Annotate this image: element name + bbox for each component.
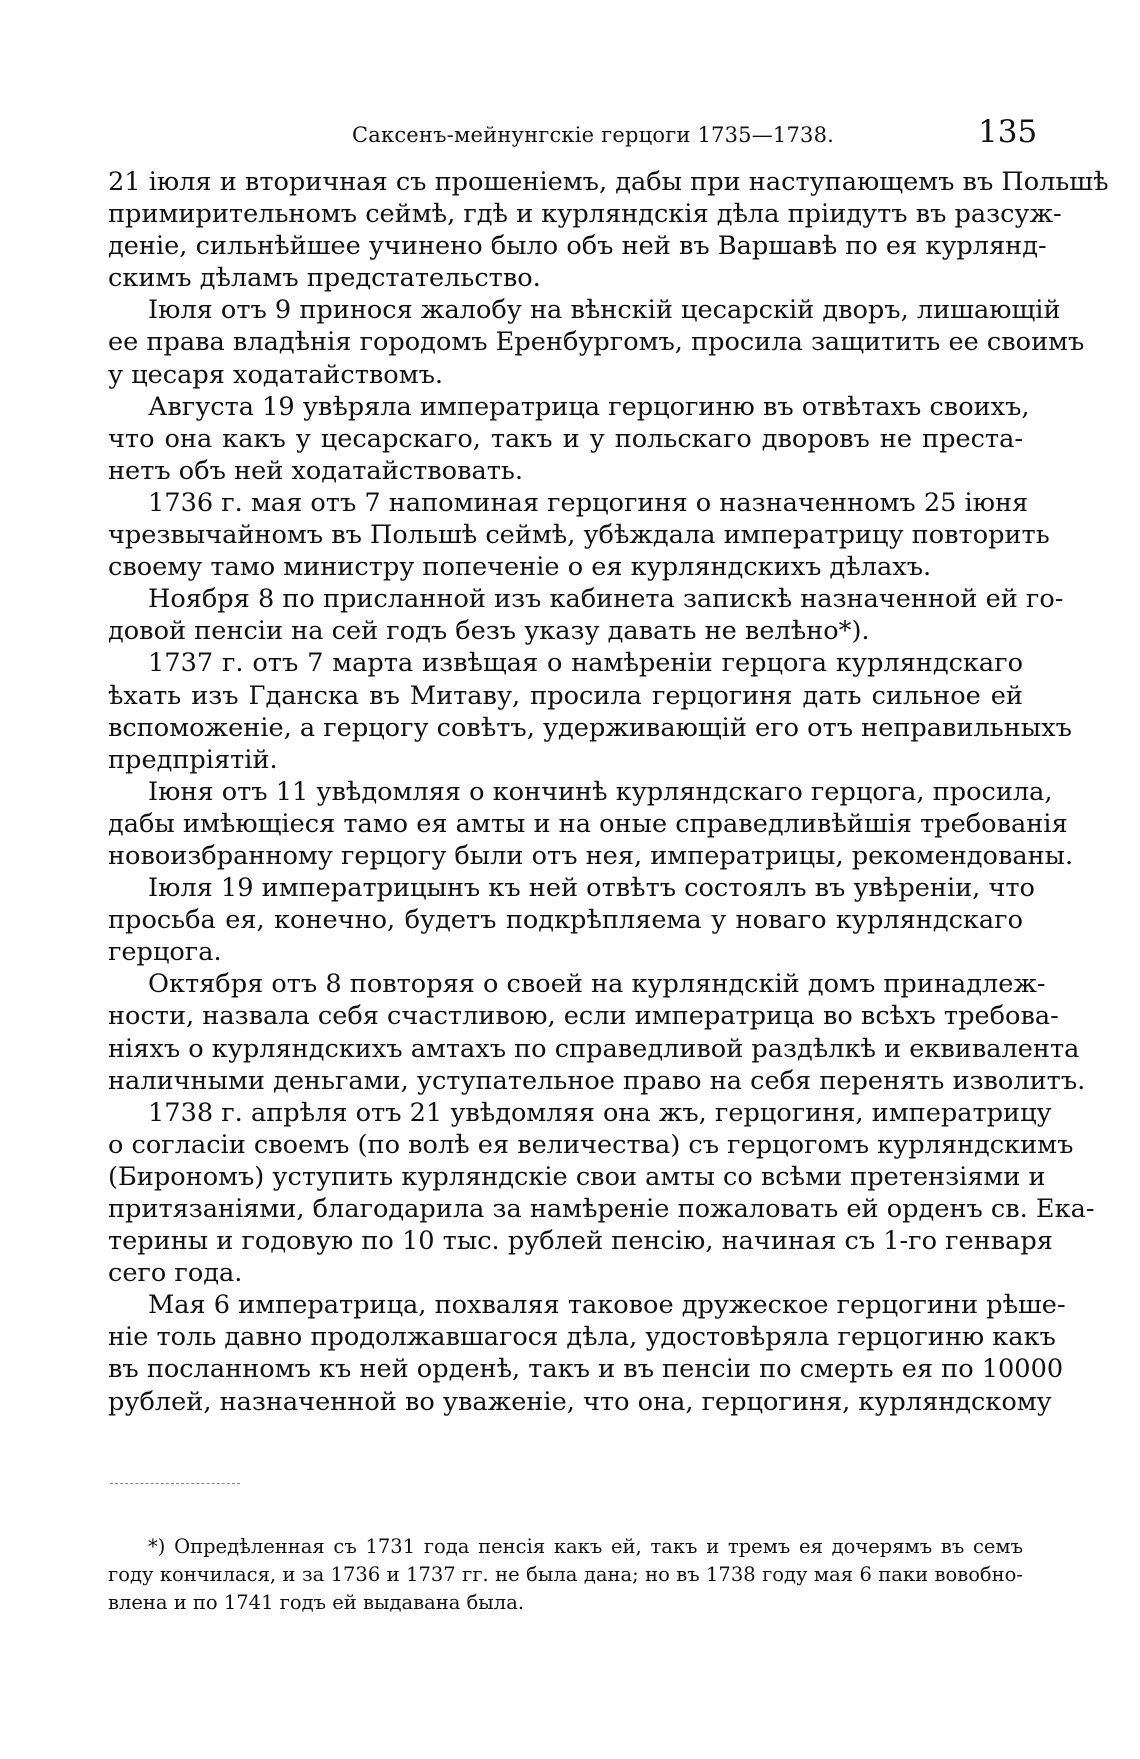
text-line: примирительномъ сеймѣ, гдѣ и курляндскія дѣла пріидутъ въ разсуж-: [108, 199, 1062, 230]
text-line: довой пенсіи на сей годъ безъ указу давать не велѣно*).: [108, 616, 870, 647]
page-number: 135: [978, 114, 1038, 150]
text-line: герцога.: [108, 937, 222, 968]
text-line: о согласіи своемъ (по волѣ ея величества) съ герцогомъ курляндскимъ: [108, 1129, 1074, 1160]
running-head: Саксенъ-мейнунгскіе герцоги 1735—1738.: [352, 123, 835, 147]
text-line: ности, назвала себя счастливою, если императрица во всѣхъ требова-: [108, 1001, 1059, 1032]
text-line: притязаніями, благодарила за намѣреніе пожаловать ей орденъ св. Ека-: [108, 1194, 1095, 1224]
text-line: Октября отъ 8 повторяя о своей на курляндскій домъ принадлеж-: [148, 969, 1046, 1000]
text-line: у цесаря ходатайствомъ.: [108, 359, 444, 390]
text-line: нетъ объ ней ходатайствовать.: [108, 455, 523, 486]
text-line: Іюля 19 императрицынъ къ ней отвѣтъ состоялъ въ увѣреніи, что: [148, 873, 1035, 904]
text-line: 1737 г. отъ 7 марта извѣщая о намѣреніи герцога курляндскаго: [148, 648, 1023, 679]
text-line: наличными деньгами, уступательное право на себя перенять изволитъ.: [108, 1065, 1086, 1096]
text-line: предпріятій.: [108, 744, 278, 775]
text-line: скимъ дѣламъ предстательство.: [108, 263, 541, 294]
body-text: [108, 166, 1109, 1418]
text-line: Мая 6 императрица, похваляя таковое дружеское герцогини рѣше-: [148, 1290, 1066, 1321]
text-line: чрезвычайномъ въ Польшѣ сеймѣ, убѣждала императрицу повторить: [108, 520, 1050, 551]
text-line: въ посланномъ къ ней орденѣ, такъ и въ пенсіи по смерть ея по 10000: [108, 1354, 1064, 1385]
text-line: просьба ея, конечно, будетъ подкрѣпляема у новаго курляндскаго: [108, 905, 1023, 936]
text-line: Ноября 8 по присланной изъ кабинета запискѣ назначенной ей го-: [148, 584, 1064, 615]
footnote-line: году кончилася, и за 1736 и 1737 гг. не была дана; но въ 1738 году мая 6 паки вовобно-: [108, 1563, 1023, 1586]
text-line: 1738 г. апрѣля отъ 21 увѣдомляя она жъ, герцогиня, императрицу: [148, 1097, 1052, 1128]
text-line: рублей, назначенной во уваженіе, что она, герцогиня, курляндскому: [108, 1386, 1052, 1417]
text-line: Іюня отъ 11 увѣдомляя о кончинѣ курляндскаго герцога, просила,: [148, 776, 1053, 807]
text-line: ніяхъ о курляндскихъ амтахъ по справедливой раздѣлкѣ и еквивалента: [108, 1033, 1080, 1064]
text-line: вспоможеніе, а герцогу совѣтъ, удерживающій его отъ неправильныхъ: [108, 712, 1072, 743]
text-line: терины и годовую по 10 тыс. рублей пенсію, начиная съ 1-го генваря: [108, 1226, 1053, 1257]
text-line: ѣхать изъ Гданска въ Митаву, просила герцогиня дать сильное ей: [108, 680, 1023, 711]
text-line: деніе, сильнѣйшее учинено было объ ней въ Варшавѣ по ея курлянд-: [108, 231, 1047, 262]
text-line: ніе толь давно продолжавшагося дѣла, удостовѣряла герцогиню какъ: [108, 1322, 1056, 1353]
text-line: Августа 19 увѣряла императрица герцогиню въ отвѣтахъ своихъ,: [148, 391, 1030, 422]
text-line: 1736 г. мая отъ 7 напоминая герцогиня о назначенномъ 25 іюня: [148, 487, 1029, 518]
footnote-line: *) Опредѣленная съ 1731 года пенсія какъ ей, такъ и тремъ ея дочерямъ въ семъ: [148, 1535, 1023, 1558]
footnote: [108, 1533, 1023, 1617]
text-line: дабы имѣющіеся тамо ея амты и на оные справедливѣйшія требованія: [108, 808, 1068, 839]
footnote-rule: [110, 1483, 240, 1484]
text-line: что она какъ у цесарскаго, такъ и у польскаго дворовъ не преста-: [108, 423, 1023, 454]
text-line: своему тамо министру попеченіе о ея курляндскихъ дѣлахъ.: [108, 552, 932, 583]
text-line: ее права владѣнія городомъ Еренбургомъ, просила защитить ее своимъ: [108, 327, 1085, 358]
text-line: новоизбранному герцогу были отъ нея, императрицы, рекомендованы.: [108, 840, 1074, 871]
text-line: Іюля отъ 9 принося жалобу на вѣнскій цесарскій дворъ, лишающій: [148, 295, 1061, 326]
text-line: сего года.: [108, 1258, 243, 1289]
text-line: (Бирономъ) уступить курляндскіе свои амты со всѣми претензіями и: [108, 1161, 1046, 1192]
text-line: 21 іюля и вторичная съ прошеніемъ, дабы при наступающемъ въ Польшѣ: [108, 167, 1109, 197]
footnote-line: влена и по 1741 годъ ей выдавана была.: [108, 1591, 525, 1614]
